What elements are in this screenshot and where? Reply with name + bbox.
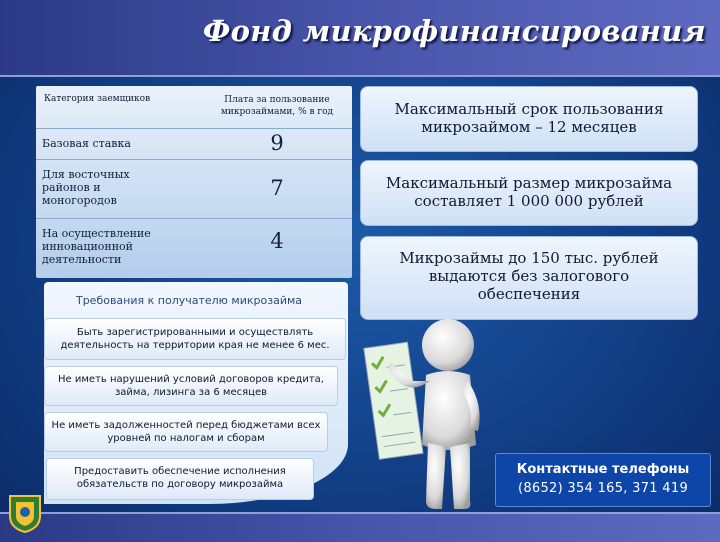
requirement-text: Предоставить обеспечение исполнения обязательств по договору микрозайма	[74, 466, 286, 490]
requirement-item	[44, 366, 338, 406]
requirement-text: Быть зарегистрированными и осуществлять деятельность на территории края не менее 6 мес.	[60, 327, 330, 351]
row-rate: 7	[270, 176, 284, 200]
column-header-category: Категория заемщиков	[44, 94, 151, 104]
rates-table-header	[36, 86, 352, 128]
row-rate: 4	[270, 229, 284, 253]
requirement-item	[44, 412, 328, 452]
footer-bar	[0, 512, 720, 542]
info-text: Максимальный размер микрозайма составляет 1 000 000 рублей	[385, 174, 673, 210]
info-box-term	[360, 86, 698, 152]
rates-table	[36, 86, 352, 279]
contacts-phones[interactable]: (8652) 354 165, 371 419	[517, 481, 689, 496]
row-rate: 9	[270, 131, 284, 155]
row-category: Для восточных районов и моногородов	[42, 168, 130, 207]
table-row	[36, 128, 352, 159]
column-header-rate: Плата за пользование микрозаймами, % в год	[220, 95, 334, 117]
row-category: Базовая ставка	[42, 137, 131, 150]
requirement-item	[44, 318, 346, 360]
requirements-title: Требования к получателю микрозайма	[75, 294, 303, 307]
region-emblem-icon	[8, 492, 42, 534]
info-text: Максимальный срок пользования микрозаймом – 12 месяцев	[394, 100, 664, 136]
table-row	[36, 218, 352, 279]
requirement-text: Не иметь нарушений условий договоров кредита, займа, лизинга за 6 месяцев	[58, 374, 324, 398]
contacts-title: Контактные телефоны	[516, 462, 690, 477]
row-category: На осуществление инновационной деятельности	[42, 227, 151, 266]
table-row	[36, 159, 352, 218]
requirement-text: Не иметь задолженностей перед бюджетами всех уровней по налогам и сборам	[51, 420, 321, 444]
contacts-box	[495, 453, 711, 507]
page-title: Фонд микрофинансирования	[202, 14, 706, 48]
requirement-item	[46, 458, 314, 500]
checklist-clipboard	[364, 342, 423, 459]
person-with-checklist-illustration	[352, 305, 502, 515]
info-text: Микрозаймы до 150 тыс. рублей выдаются без залогового обеспечения	[399, 249, 659, 303]
info-box-amount	[360, 160, 698, 226]
